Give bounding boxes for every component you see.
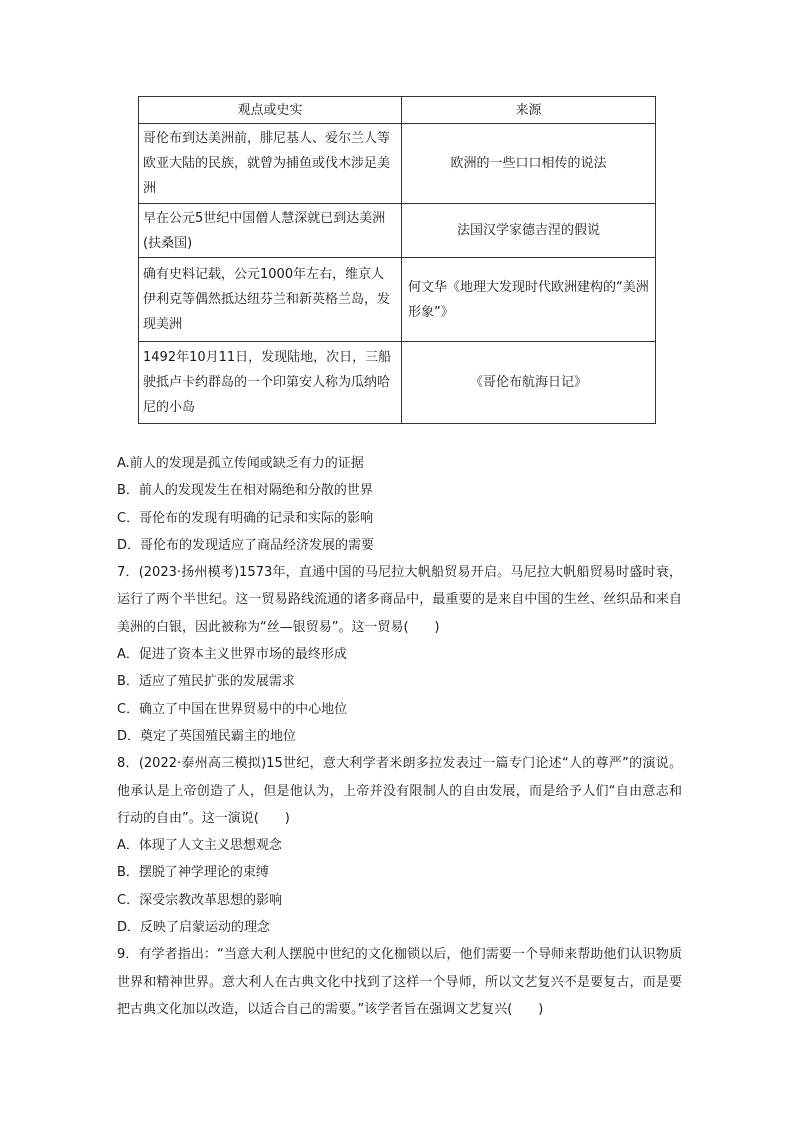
q6-option-a: A.前人的发现是孤立传闻或缺乏有力的证据 xyxy=(117,456,364,471)
table-cell-source: 法国汉学家德吉涅的假说 xyxy=(402,204,656,258)
q8-option-b: B．摆脱了神学理论的束缚 xyxy=(117,865,269,881)
q9-stem: 9．有学者指出：“当意大利人摆脱中世纪的文化枷锁以后，他们需要一个导师来帮助他们认识物质世界和精神世界。意大利人在古典文化中找到了这样一个导师，所以文艺复兴不是要复古，而是要把古典文化加以改造，以适合自己的需要。”该学者旨在强调文艺复兴( ) xyxy=(117,947,682,1017)
table-cell-source: 欧洲的一些口口相传的说法 xyxy=(402,124,656,204)
q6-option-c: C．哥伦布的发现有明确的记录和实际的影响 xyxy=(117,510,374,526)
table-cell-claim: 1492年10月11日，发现陆地，次日，三船驶抵卢卡约群岛的一个印第安人称为瓜纳哈尼的小岛 xyxy=(139,342,402,424)
table-header-row xyxy=(139,97,656,124)
q6-option-b: B．前人的发现发生在相对隔绝和分散的世界 xyxy=(117,483,373,499)
q7-option-d: D．奠定了英国殖民霸主的地位 xyxy=(117,728,297,744)
header-claim: 观点或史实 xyxy=(139,97,402,124)
table-cell-source: 《哥伦布航海日记》 xyxy=(402,342,656,424)
table-cell-claim: 哥伦布到达美洲前，腓尼基人、爱尔兰人等欧亚大陆的民族，就曾为捕鱼或伐木涉足美洲 xyxy=(139,124,402,204)
questions-block xyxy=(117,450,682,1023)
sources-table xyxy=(138,96,656,424)
q7-stem: 7．(2023·扬州模考)1573年，直通中国的马尼拉大帆船贸易开启。马尼拉大帆船贸易时盛时衰，运行了两个半世纪。这一贸易路线流通的诸多商品中，最重要的是来自中国的生丝、丝织品和来自美洲的白银，因此被称为“丝—银贸易”。这一贸易( ) xyxy=(117,565,682,635)
q6-option-d: D．哥伦布的发现适应了商品经济发展的需要 xyxy=(117,537,375,553)
table-row xyxy=(139,342,656,424)
table-row xyxy=(139,258,656,342)
table-cell-source: 何文华《地理大发现时代欧洲建构的“美洲形象”》 xyxy=(402,258,656,342)
table-row xyxy=(139,124,656,204)
table-row xyxy=(139,204,656,258)
q8-stem: 8．(2022·泰州高三模拟)15世纪，意大利学者米朗多拉发表过一篇专门论述“人的尊严”的演说。他承认是上帝创造了人，但是他认为，上帝并没有限制人的自由发展，而是给予人们“自由意志和行动的自由”。这一演说( ) xyxy=(117,756,682,826)
header-source: 来源 xyxy=(402,97,656,124)
table-cell-claim: 早在公元5世纪中国僧人慧深就已到达美洲(扶桑国) xyxy=(139,204,402,258)
table-cell-claim: 确有史料记载，公元1000年左右，维京人伊利克等偶然抵达纽芬兰和新英格兰岛，发现美洲 xyxy=(139,258,402,342)
q8-option-a: A．体现了人文主义思想观念 xyxy=(117,838,282,854)
q8-option-d: D．反映了启蒙运动的理念 xyxy=(117,920,271,936)
q7-option-a: A．促进了资本主义世界市场的最终形成 xyxy=(117,647,347,663)
q8-option-c: C．深受宗教改革思想的影响 xyxy=(117,892,283,908)
q7-option-c: C．确立了中国在世界贸易中的中心地位 xyxy=(117,701,348,717)
q7-option-b: B．适应了殖民扩张的发展需求 xyxy=(117,674,295,690)
